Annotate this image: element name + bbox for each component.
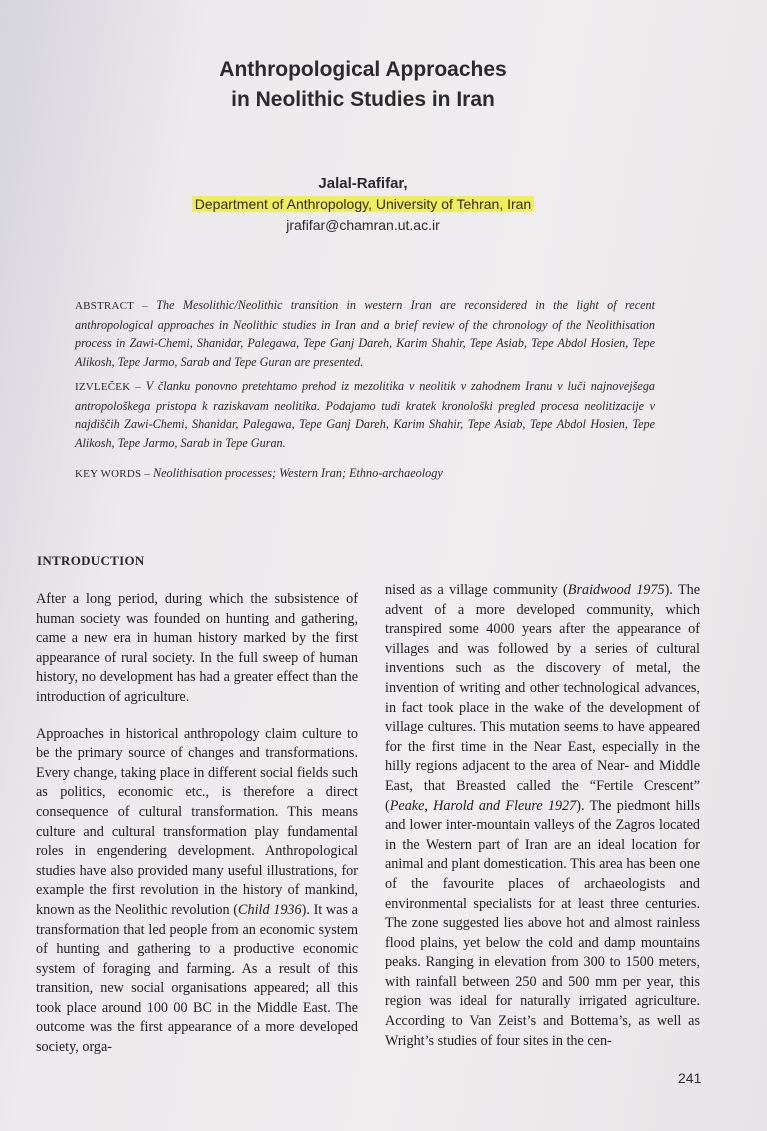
paragraph-text: After a long period, during which the subsistence of human society was founded on hunting and gathering, came a new era in human history marked by the first appearance of rural society. In the full sweep of human history, no development has had a greater effect than the introduction of agriculture. bbox=[36, 591, 358, 705]
section-heading: INTRODUCTION bbox=[37, 553, 145, 568]
izvlecek-text: V članku ponovno pretehtamo prehod iz mezolitika v neolitik v zahodnem Iranu v luči najnovejšega antropološkega pristopa k raziskavam neolitika. Podajamo tudi kratek kronološki pregled procesa neolitizacije v najdiščih Zawi-Chemi, Shanidar, Palegawa, Tepe Ganj Dareh, Karim Shahir, Tepe Asiab, Tepe Abdol Hosien, Tepe Alikosh, Tepe Jarmo, Sarab in Tepe Guran. bbox=[75, 379, 656, 450]
paragraph bbox=[385, 581, 700, 1051]
author-name: Jalal-Rafifar, bbox=[318, 175, 408, 192]
citation: Child 1936 bbox=[238, 901, 302, 918]
abstract-label: ABSTRACT – bbox=[75, 300, 148, 312]
title-line-2: in Neolithic Studies in Iran bbox=[231, 88, 495, 111]
paragraph-text: Approaches in historical anthropology claim culture to be the primary source of changes and transformations. Every change, taking place in different social fields such as politics, economic etc., is therefore a direct consequence of cultural transformation. This means culture and cultural transformation play fundamental roles in engendering development. Anthropological studies have also provided many useful illustrations, for example the first revolution in the history of mankind, known as the Neolithic revolution ( bbox=[36, 725, 358, 918]
abstract bbox=[75, 296, 655, 371]
keywords bbox=[75, 464, 655, 484]
izvlecek-label: IZVLEČEK – bbox=[75, 381, 141, 393]
body-column-left bbox=[36, 590, 358, 1058]
abstract-text: The Mesolithic/Neolithic transition in western Iran are reconsidered in the light of recent anthropological approaches in Neolithic studies in Iran and a brief review of the chronology of the Neolithisation process in Zawi-Chemi, Shanidar, Palegawa, Tepe Ganj Dareh, Karim Shahir, Tepe Asiab, Tepe Abdol Hosien, Tepe Alikosh, Tepe Jarmo, Sarab and Tepe Guran are presented. bbox=[75, 298, 655, 369]
author-block bbox=[150, 173, 576, 236]
page-number: 241 bbox=[678, 1070, 702, 1086]
izvlecek bbox=[75, 377, 655, 452]
body-column-right bbox=[385, 581, 700, 1051]
paragraph bbox=[36, 590, 358, 708]
citation: Braidwood 1975 bbox=[567, 582, 665, 598]
paragraph-text: ). The advent of a more developed community, which transpired some 4000 years after the appearance of villages and was followed by a series of cultural inventions such as the discovery of metal, the invention of writing and other technological advances, in fact took place in the wake of the development of village cultures. This mutation seems to have appeared for the first time in the Near East, especially in the hilly regions adjacent to the area of Near- and Middle East, that Breasted called the “Fertile Crescent” ( bbox=[385, 582, 701, 814]
paragraph-text: ). The piedmont hills and lower inter-mountain valleys of the Zagros located in the Western part of Iran are an ideal location for animal and plant domestication. This area has been one of the favourite places of archaeologists and environmental specialists for at least three centuries. The zone suggested lies above hot and almost rainless flood plains, yet below the cold and damp mountains peaks. Ranging in elevation from 300 to 1500 meters, with rainfall between 250 and 500 mm per year, this region was ideal for naturally irrigated agriculture. According to Van Zeist’s and Bottema’s, as well as Wright’s studies of four sites in the cen- bbox=[385, 797, 701, 1049]
keywords-text: Neolithisation processes; Western Iran; Ethno-archaeology bbox=[152, 466, 443, 480]
author-affiliation: Department of Anthropology, University of Tehran, Iran bbox=[192, 196, 534, 212]
keywords-label: KEY WORDS – bbox=[75, 468, 150, 480]
paragraph-text: nised as a village community ( bbox=[385, 582, 568, 598]
paragraph-text: ). It was a transformation that led people from an economic system of hunting and gathering to a productive economic system of foraging and farming. As a result of this transition, new social organisations appeared; all this took place around 100 00 BC in the Middle East. The outcome was the first appearance of a more developed society, orga- bbox=[36, 901, 358, 1056]
author-email: jrafifar@chamran.ut.ac.ir bbox=[286, 217, 440, 233]
citation: Peake, Harold and Fleure 1927 bbox=[389, 797, 577, 814]
title-line-1: Anthropological Approaches bbox=[219, 58, 507, 81]
paper-title bbox=[100, 55, 626, 115]
paragraph bbox=[36, 725, 358, 1058]
